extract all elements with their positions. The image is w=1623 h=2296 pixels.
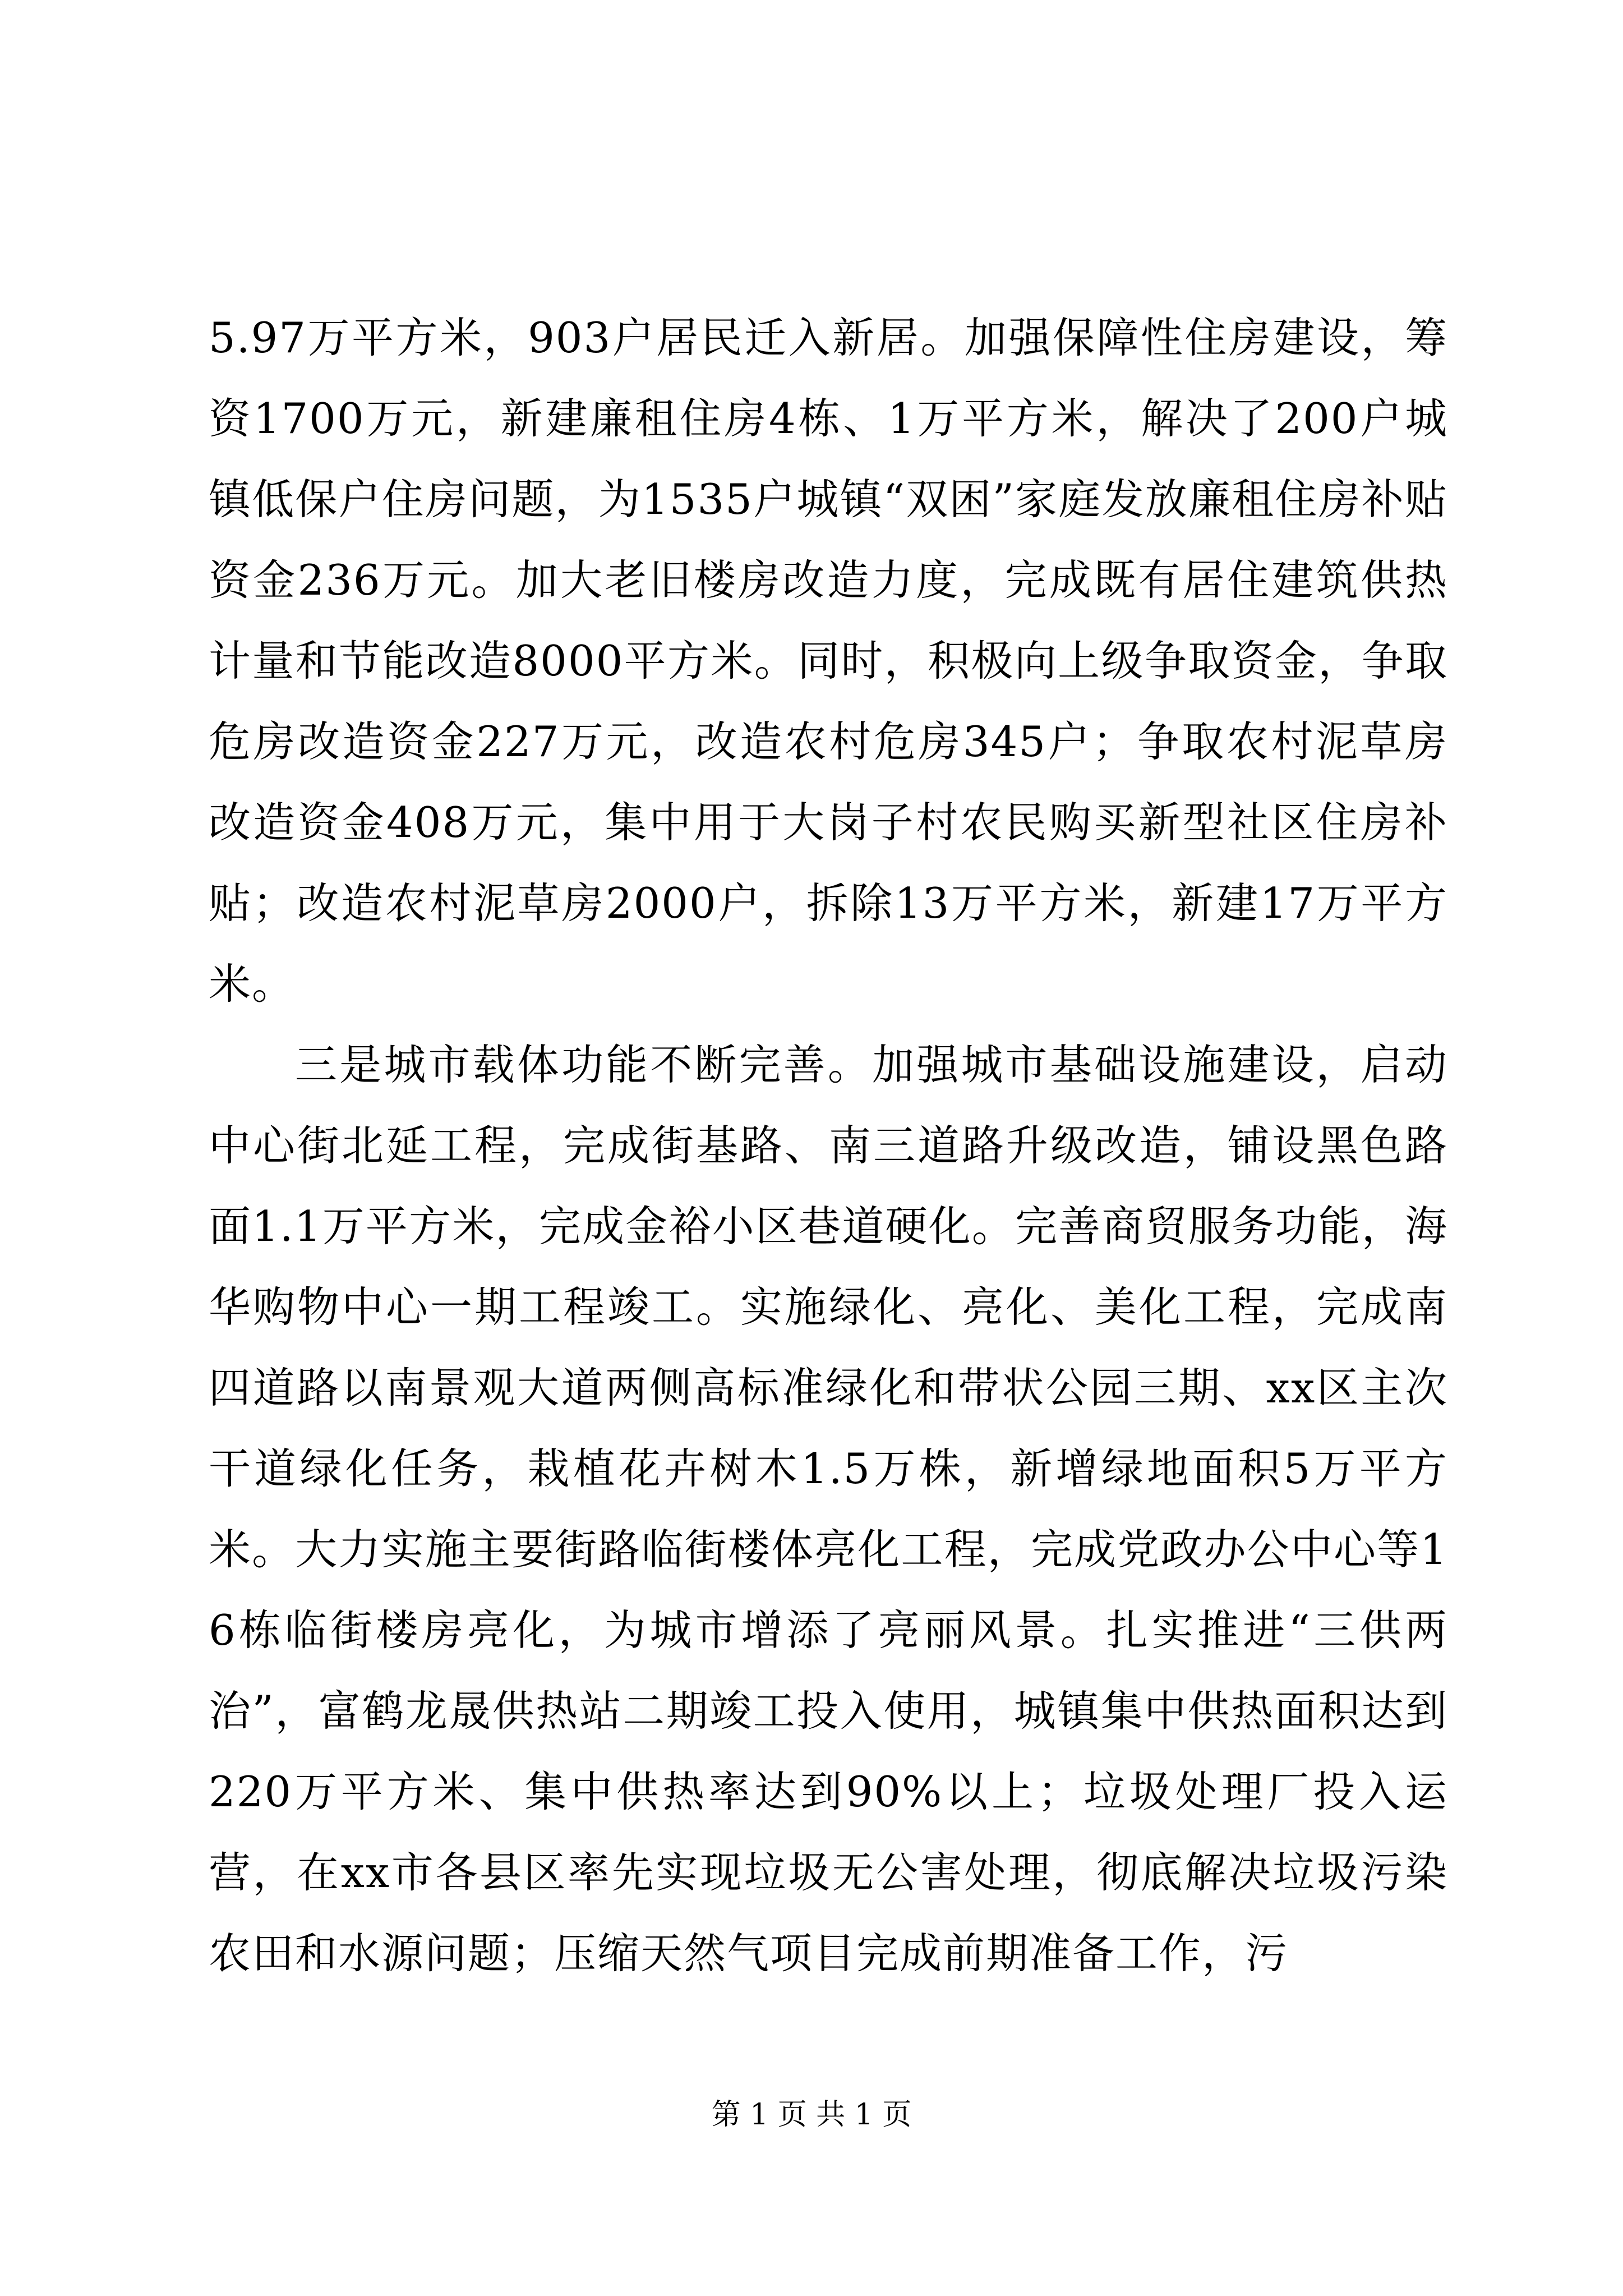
document-body (209, 297, 1448, 1994)
paragraph-city-functions: 三是城市载体功能不断完善。加强城市基础设施建设，启动中心街北延工程，完成街基路、南三道路升级改造，铺设黑色路面1.1万平方米，完成金裕小区巷道硬化。完善商贸服务功能，海华购物中心一期工程竣工。实施绿化、亮化、美化工程，完成南四道路以南景观大道两侧高标准绿化和带状公园三期、xx区主次干道绿化任务，栽植花卉树木1.5万株，新增绿地面积5万平方米。大力实施主要街路临街楼体亮化工程，完成党政办公中心等16栋临街楼房亮化，为城市增添了亮丽风景。扎实推进“三供两治”，富鹤龙晟供热站二期竣工投入使用，城镇集中供热面积达到220万平方米、集中供热率达到90%以上；垃圾处理厂投入运营，在xx市各县区率先实现垃圾无公害处理，彻底解决垃圾污染农田和水源问题；压缩天然气项目完成前期准备工作，污 (209, 1040, 1448, 1978)
page-footer: 第 1 页 共 1 页 (711, 2098, 912, 2132)
paragraph-housing: 5.97万平方米，903户居民迁入新居。加强保障性住房建设，筹资1700万元，新建廉租住房4栋、1万平方米，解决了200户城镇低保户住房问题，为1535户城镇“双困”家庭发放廉租住房补贴资金236万元。加大老旧楼房改造力度，完成既有居住建筑供热计量和节能改造8000平方米。同时，积极向上级争取资金，争取危房改造资金227万元，改造农村危房345户；争取农村泥草房改造资金408万元，集中用于大岗子村农民购买新型社区住房补贴；改造农村泥草房2000户，拆除13万平方米，新建17万平方米。 (209, 313, 1448, 1009)
